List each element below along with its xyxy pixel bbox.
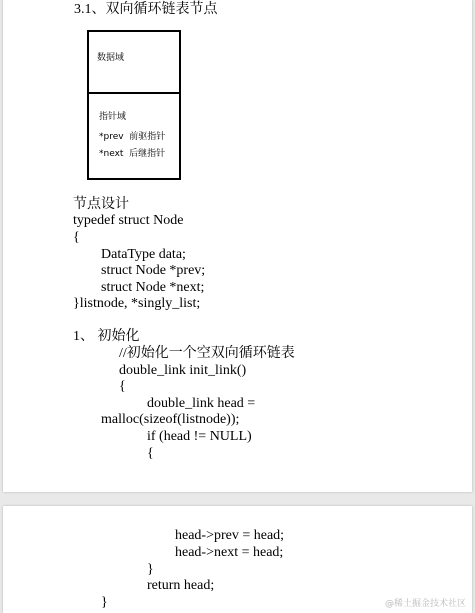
code-line: malloc(sizeof(listnode));: [101, 412, 240, 427]
code-line: {: [73, 230, 80, 245]
document-page-1: [3, 0, 472, 492]
code-line: double_link head =: [147, 396, 256, 411]
code-comment: //初始化一个空双向循环链表: [119, 346, 295, 361]
code-line: if (head != NULL): [147, 429, 252, 444]
document-page-2: [3, 506, 472, 613]
code-line: }listnode, *singly_list;: [73, 296, 201, 311]
code-line: }: [147, 562, 154, 577]
init-heading: 1、 初始化: [73, 329, 140, 344]
pointer-field-label: 指针域: [99, 112, 127, 122]
data-field-box: [87, 30, 181, 94]
code-line: typedef struct Node: [73, 213, 184, 228]
code-line: head->next = head;: [175, 545, 284, 560]
next-pointer-label: *next 后继指针: [99, 149, 166, 159]
data-field-label: 数据域: [97, 53, 125, 63]
node-design-heading: 节点设计: [73, 197, 129, 212]
section-title: 3.1、双向循环链表节点: [74, 2, 218, 17]
code-line: {: [119, 379, 126, 394]
watermark: @稀土掘金技术社区: [384, 599, 466, 609]
code-line: double_link init_link(): [119, 363, 247, 378]
code-line: head->prev = head;: [175, 528, 285, 543]
code-line: DataType data;: [101, 247, 186, 262]
code-line: {: [147, 446, 154, 461]
prev-pointer-label: *prev 前驱指针: [99, 132, 166, 142]
code-line: return head;: [147, 578, 215, 593]
code-line: struct Node *next;: [101, 280, 205, 295]
code-line: struct Node *prev;: [101, 263, 206, 278]
code-line: }: [101, 595, 108, 610]
pointer-field-box: [87, 92, 181, 180]
